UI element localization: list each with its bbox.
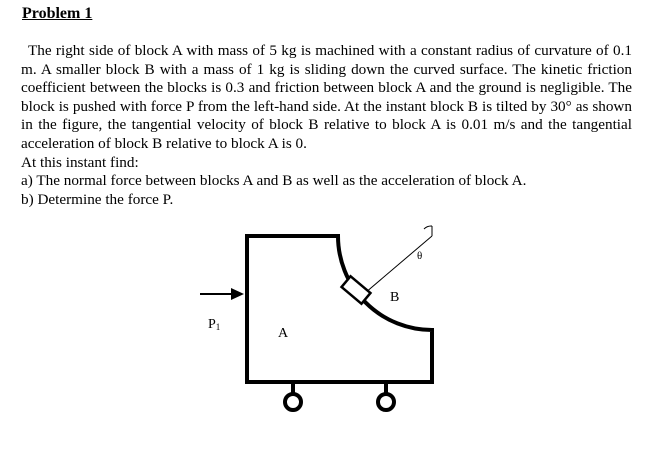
angle-arc [424, 226, 432, 229]
angle-label: θ [417, 250, 423, 262]
block-a-outline [247, 236, 432, 382]
left-wheel [285, 394, 301, 410]
block-a-label: A [278, 326, 289, 341]
force-label: P1 [208, 317, 221, 332]
question-part-b: b) Determine the force P. [21, 190, 174, 208]
block-b [342, 276, 371, 303]
problem-heading: Problem 1 [22, 5, 93, 22]
instant-prompt: At this instant find: [21, 153, 139, 171]
force-arrowhead [231, 288, 244, 300]
question-part-a: a) The normal force between blocks A and B as well as the acceleration of block A. [21, 172, 527, 190]
problem-statement: The right side of block A with mass of 5 kg is machined with a constant radius of curvature of 0.1 m. A smaller block B with a mass of 1 kg is sliding down the curved surface. The kinetic friction coefficient between the blocks is 0.3 and friction between block A and the ground is negligible. The block is pushed with force P from the left-hand side. At the instant block B is tilted by 30° as shown in the figure, the tangential velocity of block B relative to block A is 0.01 m/s and the tangential acceleration of block B relative to block A is 0. [21, 42, 632, 152]
right-wheel [378, 394, 394, 410]
block-b-label: B [390, 290, 400, 305]
radius-line [365, 236, 432, 293]
